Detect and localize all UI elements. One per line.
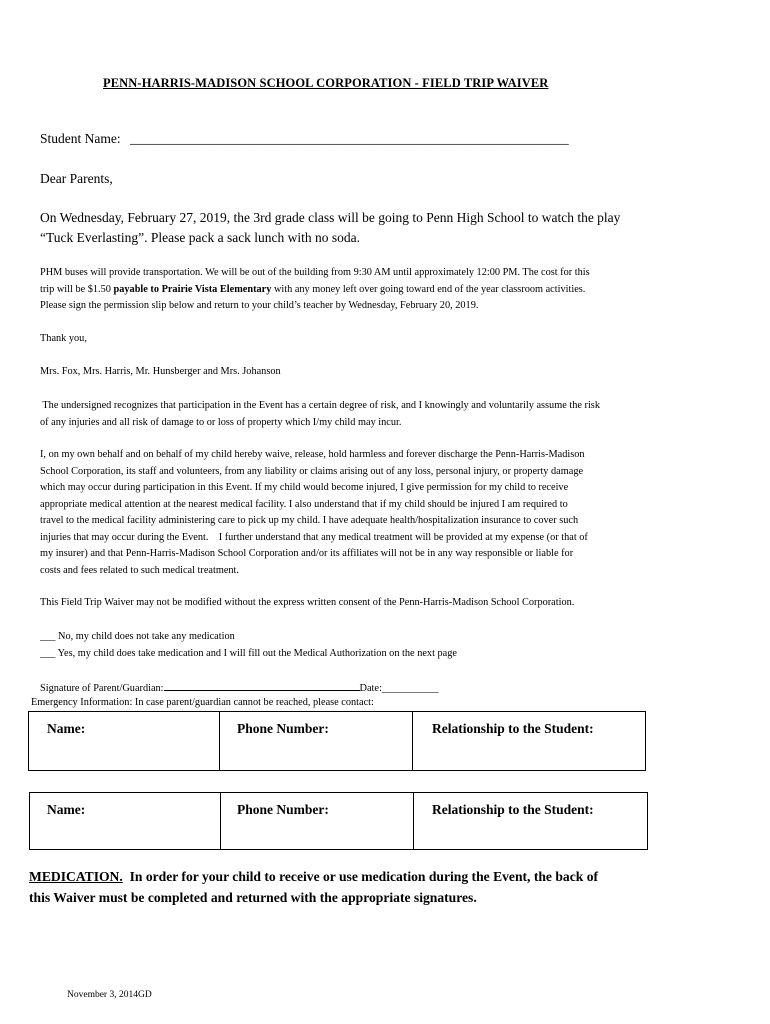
- medication-notice: [29, 866, 689, 908]
- medication-options: [40, 629, 665, 662]
- release-line: my insurer) and that Penn-Harris-Madison School Corporation and/or its affiliates will not be in any way responsible or liable for: [40, 548, 574, 559]
- cost-remainder-text: with any money left over going toward end of the year classroom activities.: [271, 283, 586, 295]
- contact-relationship-label: Relationship to the Student:: [432, 721, 594, 736]
- transport-line: PHM buses will provide transportation. We will be out of the building from 9:30 AM until approximately 12:00 PM. The cost for this: [40, 267, 590, 278]
- intro-line: “Tuck Everlasting”. Please pack a sack lunch with no soda.: [40, 230, 361, 245]
- emergency-contact-box-1: [28, 711, 646, 771]
- release-line: I, on my own behalf and on behalf of my child hereby waive, release, hold harmless and forever discharge the Penn-Harris-Madison: [40, 449, 585, 460]
- medication-heading: MEDICATION.: [29, 869, 123, 884]
- medication-notice-text: In order for your child to receive or use medication during the Event, the back of: [122, 869, 599, 884]
- contact-phone-cell[interactable]: [220, 793, 413, 849]
- payable-to-text: payable to Prairie Vista Elementary: [113, 283, 272, 295]
- transport-line: Please sign the permission slip below and return to your child’s teacher by Wednesday, February 20, 2019.: [40, 300, 479, 311]
- contact-name-cell[interactable]: [30, 793, 220, 849]
- release-line: injuries that may occur during the Event. I further understand that any medical treatment will be provided at my expense (or that of: [40, 531, 588, 543]
- medication-notice-line: [29, 866, 689, 887]
- intro-line: On Wednesday, February 27, 2019, the 3rd grade class will be going to Penn High School to watch the play: [40, 210, 621, 225]
- medication-option-yes[interactable]: ___ Yes, my child does take medication and I will fill out the Medical Authorization on the next page: [40, 647, 457, 659]
- document-title: PENN-HARRIS-MADISON SCHOOL CORPORATION - FIELD TRIP WAIVER: [103, 76, 549, 90]
- medication-notice-line: this Waiver must be completed and returned with the appropriate signatures.: [29, 890, 477, 905]
- contact-name-cell[interactable]: [29, 712, 219, 770]
- contact-relationship-cell[interactable]: [413, 793, 647, 849]
- release-line: costs and fees related to such medical treatment.: [40, 564, 239, 576]
- contact-name-label: Name:: [47, 721, 86, 736]
- emergency-contact-box-2: [29, 792, 648, 850]
- risk-line: of any injuries and all risk of damage to or loss of property which I/my child may incur.: [40, 416, 402, 428]
- risk-line: The undersigned recognizes that participation in the Event has a certain degree of risk, and I knowingly and voluntarily assume the risk: [40, 400, 600, 411]
- date-label: Date:: [359, 683, 382, 694]
- student-name-row: [40, 131, 569, 147]
- medication-option-no[interactable]: ___ No, my child does not take any medication: [40, 631, 235, 642]
- signature-field[interactable]: [164, 680, 360, 691]
- release-paragraph: [40, 447, 665, 579]
- contact-phone-label: Phone Number:: [237, 802, 329, 817]
- risk-paragraph: [40, 398, 665, 431]
- modification-note: This Field Trip Waiver may not be modified without the express written consent of the Penn-Harris-Madison School Corporation.: [40, 597, 575, 608]
- release-line: travel to the medical facility administering care to pick up my child. I have adequate health/hospitalization insurance to cover such: [40, 515, 579, 526]
- transport-line-cost: [40, 282, 665, 299]
- student-name-field[interactable]: _________________________________________________________________: [130, 131, 569, 146]
- contact-relationship-cell[interactable]: [412, 712, 645, 770]
- greeting: Dear Parents,: [40, 171, 113, 186]
- cost-text: trip will be $1.50: [40, 283, 114, 295]
- release-line: appropriate medical attention at the nearest medical facility. I also understand that if my child should be injured I am required to: [40, 498, 568, 510]
- release-line: School Corporation, its staff and volunteers, from any liability or claims arising out of any loss, personal injury, or property damage: [40, 465, 584, 477]
- contact-phone-cell[interactable]: [219, 712, 412, 770]
- date-field[interactable]: ___________: [381, 683, 439, 694]
- intro-paragraph: [40, 208, 690, 248]
- emergency-info: Emergency Information: In case parent/guardian cannot be reached, please contact:: [31, 697, 374, 708]
- contact-name-label: Name:: [47, 802, 86, 817]
- transport-paragraph: [40, 265, 665, 315]
- footer-date-code: November 3, 2014GD: [67, 990, 152, 1000]
- teacher-names: Mrs. Fox, Mrs. Harris, Mr. Hunsberger and Mrs. Johanson: [40, 366, 281, 377]
- student-name-label: Student Name:: [40, 131, 121, 146]
- signature-row: [40, 680, 438, 694]
- thank-you: Thank you,: [40, 333, 87, 344]
- contact-phone-label: Phone Number:: [237, 721, 329, 736]
- signature-label: Signature of Parent/Guardian:: [40, 683, 164, 694]
- contact-relationship-label: Relationship to the Student:: [432, 802, 594, 817]
- release-line: which may occur during participation in this Event. If my child would become injured, I give permission for my child to receive: [40, 482, 569, 493]
